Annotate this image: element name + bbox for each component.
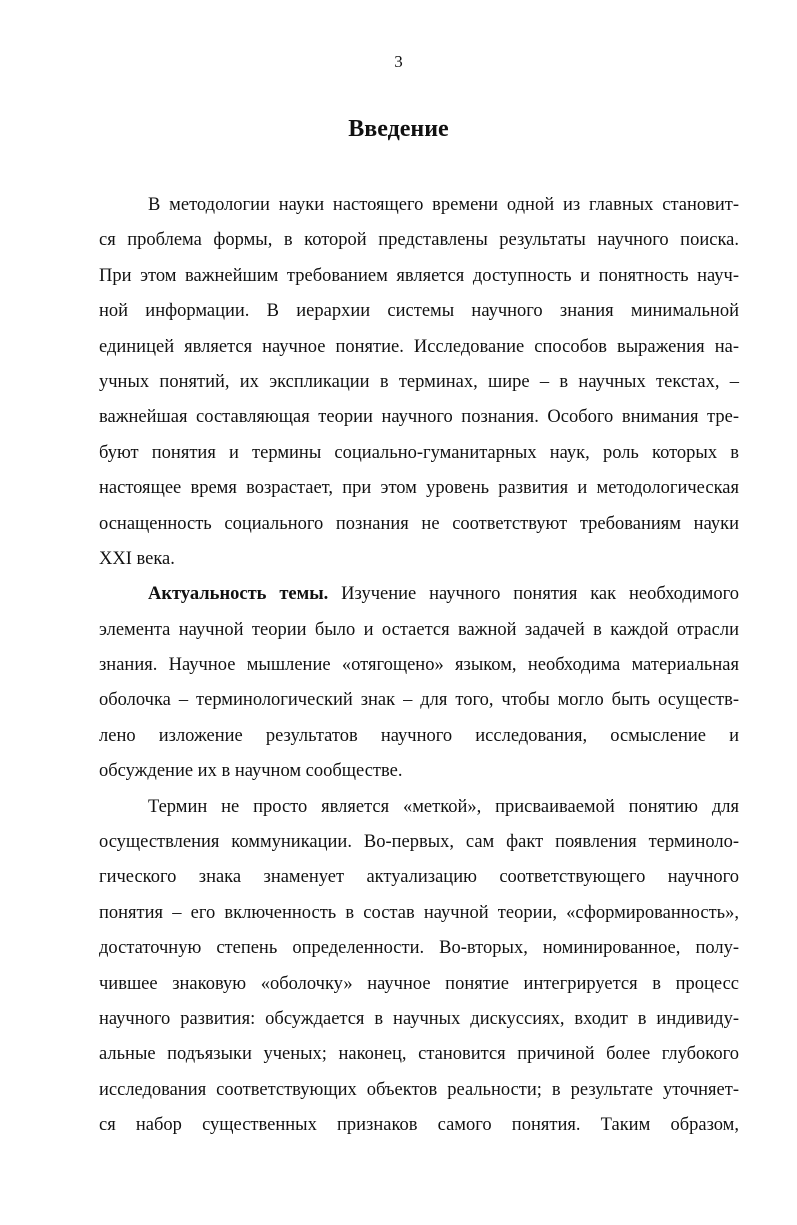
text-line (99, 648, 739, 683)
page-number: 3 (394, 52, 403, 71)
line-text: важнейшая составляющая теории научного познания. Особого внимания тре- (99, 407, 739, 428)
text-line (99, 754, 739, 789)
line-text: Изучение научного понятия как необходимого (328, 584, 739, 605)
body-text (99, 188, 739, 1144)
line-text: элемента научной теории было и остается важной задачей в каждой отрасли (99, 619, 739, 640)
line-text: гического знака знаменует актуализацию соответствующего научного (99, 867, 739, 888)
bold-run: Актуальность темы. (148, 584, 329, 605)
line-text: настоящее время возрастает, при этом уровень развития и методологическая (99, 478, 739, 499)
text-line (99, 577, 739, 612)
line-text: При этом важнейшим требованием является доступность и понятность науч- (99, 265, 739, 286)
text-line (99, 1108, 739, 1143)
text-line (99, 471, 739, 506)
text-line (99, 1002, 739, 1037)
page-title: Введение (348, 116, 449, 142)
line-text: чившее знаковую «оболочку» научное понятие интегрируется в процесс (99, 973, 739, 994)
text-line (99, 1037, 739, 1072)
text-line (99, 613, 739, 648)
text-line (99, 365, 739, 400)
text-line (99, 436, 739, 471)
line-text: оснащенность социального познания не соответствуют требованиям науки (99, 513, 739, 534)
text-line (99, 223, 739, 258)
line-text: понятия – его включенность в состав научной теории, «сформированность», (99, 902, 739, 923)
text-line (99, 330, 739, 365)
line-text: обсуждение их в научном сообществе. (99, 761, 403, 782)
text-line (99, 542, 739, 577)
line-text: научного развития: обсуждается в научных дискуссиях, входит в индивиду- (99, 1008, 739, 1029)
text-line (99, 825, 739, 860)
line-text: буют понятия и термины социально-гуманитарных наук, роль которых в (99, 442, 739, 463)
line-text: единицей является научное понятие. Исследование способов выражения на- (99, 336, 739, 357)
line-text: учных понятий, их экспликации в терминах, шире – в научных текстах, – (99, 371, 739, 392)
line-text: ся набор существенных признаков самого понятия. Таким образом, (99, 1115, 739, 1136)
line-text: лено изложение результатов научного исследования, осмысление и (99, 725, 739, 746)
text-line (99, 259, 739, 294)
line-text: исследования соответствующих объектов реальности; в результате уточняет- (99, 1079, 739, 1100)
line-text: Термин не просто является «меткой», присваиваемой понятию для (148, 796, 739, 817)
text-line (99, 860, 739, 895)
text-line (99, 1073, 739, 1108)
line-text: XXI века. (99, 548, 175, 569)
text-line (99, 683, 739, 718)
line-text: альные подъязыки ученых; наконец, становится причиной более глубокого (99, 1044, 739, 1065)
text-line (99, 719, 739, 754)
text-line (99, 896, 739, 931)
line-text: ной информации. В иерархии системы научного знания минимальной (99, 301, 739, 322)
line-text: оболочка – терминологический знак – для того, чтобы могло быть осуществ- (99, 690, 739, 711)
text-line (99, 400, 739, 435)
text-line (99, 188, 739, 223)
line-text: достаточную степень определенности. Во-вторых, номинированное, полу- (99, 938, 739, 959)
text-line (99, 967, 739, 1002)
line-text: осуществления коммуникации. Во-первых, сам факт появления терминоло- (99, 832, 739, 853)
text-line (99, 294, 739, 329)
text-line (99, 931, 739, 966)
text-line (99, 507, 739, 542)
line-text: знания. Научное мышление «отягощено» языком, необходима материальная (99, 655, 739, 676)
line-text: В методологии науки настоящего времени одной из главных становит- (148, 195, 739, 215)
text-line (99, 790, 739, 825)
line-text: ся проблема формы, в которой представлены результаты научного поиска. (99, 230, 739, 251)
